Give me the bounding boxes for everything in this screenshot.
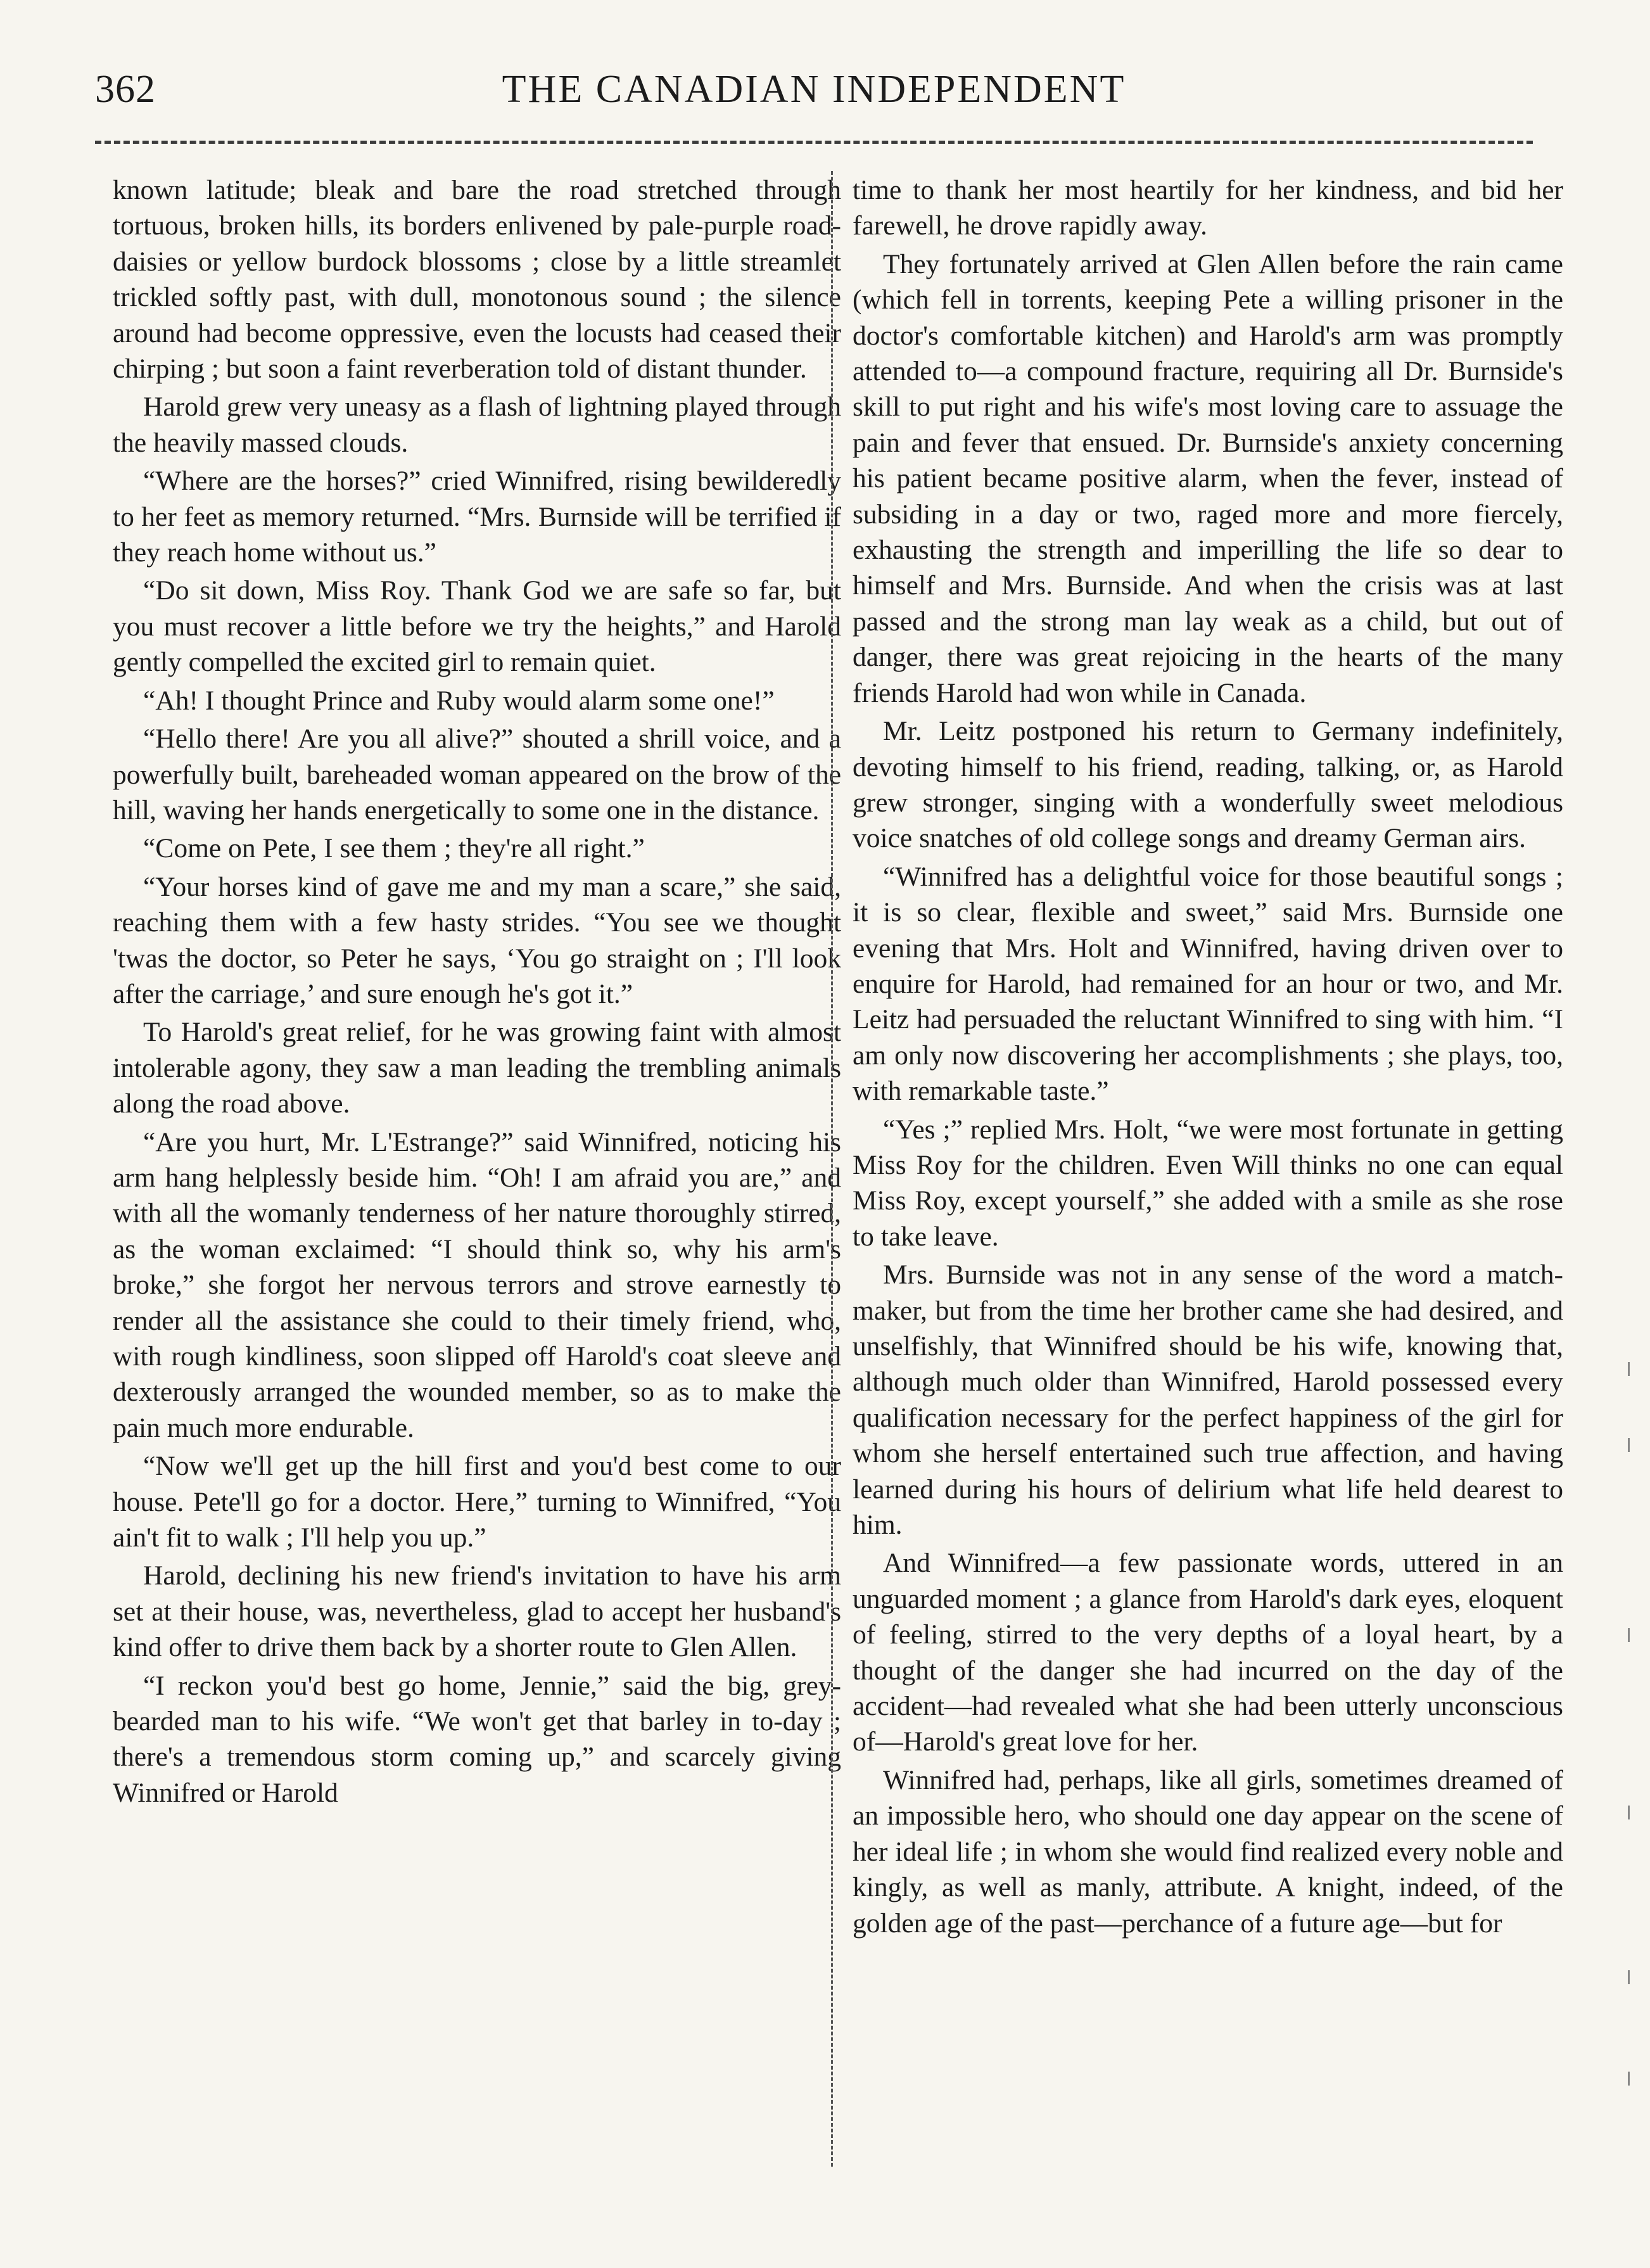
paragraph: known latitude; bleak and bare the road stretched through tortuous, broken hills, its borders enlivened by pale-purple road-daisies or yellow burdock blossoms ; close by a little streamlet trickled softly past, with dull, monotonous sound ; the silence around had become oppressive, even the locusts had ceased their chirping ; but soon a faint reverberation told of distant thunder. [113,175,841,385]
paragraph: “Are you hurt, Mr. L'Estrange?” said Winnifred, noticing his arm hang helplessly beside him. “Oh! I am afraid you are,” and with all the womanly tenderness of her nature thoroughly stirred, as the woman exclaimed: “I should think so, why his arm's broke,” she forgot her nervous terrors and strove earnestly to render all the assistance she could to their timely friend, who, with rough kindliness, soon slipped off Harold's coat sleeve and dexterously arranged the wounded member, so as to make the pain much more endurable. [113,1126,841,1443]
paragraph: And Winnifred—a few passionate words, uttered in an unguarded moment ; a glance from Harold's dark eyes, eloquent of feeling, stirred to the very depths of a loyal heart, by a thought of the danger she had incurred on the day of the accident—had revealed what she had been utterly unconscious of—Harold's great love for her. [853,1548,1563,1757]
paragraph: “Hello there! Are you all alive?” shouted a shrill voice, and a powerfully built, bareheaded woman appeared on the brow of the hill, waving her hands energetically to some one in the distance. [113,723,841,825]
paragraph: They fortunately arrived at Glen Allen before the rain came (which fell in torrents, keeping Pete a willing prisoner in the doctor's comfortable kitchen) and Harold's arm was promptly attended to—a compound fracture, requiring all Dr. Burnside's skill to put right and his wife's most loving care to assuage the pain and fever that ensued. Dr. Burnside's anxiety concerning his patient became positive alarm, when the fever, instead of subsiding in a day or two, raged more and more fiercely, exhausting the strength and imperilling the life so dear to himself and Mrs. Burnside. And when the crisis was at last passed and the strong man lay weak as a child, but out of danger, there was great rejoicing in the hearts of the many friends Harold had won while in Canada. [853,248,1563,708]
page-number: 362 [95,68,156,111]
paragraph: Winnifred had, perhaps, like all girls, sometimes dreamed of an impossible hero, who should one day appear on the scene of her ideal life ; in whom she would find realized every noble and kingly, as well as manly, attribute. A knight, indeed, of the golden age of the past—perchance of a future age—but for [853,1764,1563,1939]
margin-mark [1628,1362,1630,1376]
paragraph: “Your horses kind of gave me and my man a scare,” she said, reaching them with a few hasty strides. “You see we thought 'twas the doctor, so Peter he says, ‘You go straight on ; I'll look after the carriage,’ and sure enough he's got it.” [113,871,841,1009]
margin-mark [1628,1970,1630,1984]
margin-mark [1628,2072,1630,2086]
paragraph: “Winnifred has a delightful voice for those beautiful songs ; it is so clear, flexible and sweet,” said Mrs. Burnside one evening that Mrs. Holt and Winnifred, having driven over to enquire for Harold, had remained for an hour or two, and Mr. Leitz had persuaded the reluctant Winnifred to sing with him. “I am only now discovering her accomplishments ; she plays, too, with remarkable taste.” [853,861,1563,1107]
paragraph: “Do sit down, Miss Roy. Thank God we are safe so far, but you must recover a little before we try the heights,” and Harold gently compelled the excited girl to remain quiet. [113,575,841,678]
margin-marks [1628,1362,1633,2122]
right-column [853,172,1563,1941]
paragraph: “I reckon you'd best go home, Jennie,” said the big, grey-bearded man to his wife. “We won't get that barley in to-day ; there's a tremendous storm coming up,” and scarcely giving Winnifred or Harold [113,1670,841,1808]
paragraph: Harold, declining his new friend's invitation to have his arm set at their house, was, nevertheless, glad to accept her husband's kind offer to drive them back by a shorter route to Glen Allen. [113,1560,841,1663]
column-divider [831,171,833,2167]
paragraph: time to thank her most heartily for her kindness, and bid her farewell, he drove rapidly away. [853,175,1563,241]
margin-mark [1628,1438,1630,1452]
journal-title: THE CANADIAN INDEPENDENT [502,68,1126,111]
margin-mark [1628,1628,1630,1642]
paragraph: “Now we'll get up the hill first and you'd best come to our house. Pete'll go for a doctor. Here,” turning to Winnifred, “You ain't fit to walk ; I'll help you up.” [113,1451,841,1553]
paragraph: “Come on Pete, I see them ; they're all right.” [143,833,645,864]
left-column [113,172,841,1811]
paragraph: Mrs. Burnside was not in any sense of the word a match-maker, but from the time her brother came she had desired, and unselfishly, that Winnifred should be his wife, knowing that, although much older than Winnifred, Harold possessed every qualification necessary for the perfect happiness of the girl for whom she herself entertained such true affection, and having learned during his hours of delirium what life held dearest to him. [853,1259,1563,1541]
paragraph: Harold grew very uneasy as a flash of lightning played through the heavily massed clouds. [113,392,841,458]
paragraph: “Where are the horses?” cried Winnifred, rising bewilderedly to her feet as memory returned. “Mrs. Burnside will be terrified if they reach home without us.” [113,466,841,568]
paragraph: “Yes ;” replied Mrs. Holt, “we were most fortunate in getting Miss Roy for the children. Even Will thinks no one can equal Miss Roy, except yourself,” she added with a smile as she rose to take leave. [853,1114,1563,1252]
paragraph: “Ah! I thought Prince and Ruby would alarm some one!” [143,685,775,716]
header-rule [95,141,1533,144]
page-header [89,61,1539,118]
margin-mark [1628,1806,1630,1819]
paragraph: To Harold's great relief, for he was growing faint with almost intolerable agony, they saw a man leading the trembling animals along the road above. [113,1017,841,1119]
paragraph: Mr. Leitz postponed his return to Germany indefinitely, devoting himself to his friend, reading, talking, or, as Harold grew stronger, singing with a wonderfully sweet melodious voice snatches of old college songs and dreamy German airs. [853,716,1563,854]
